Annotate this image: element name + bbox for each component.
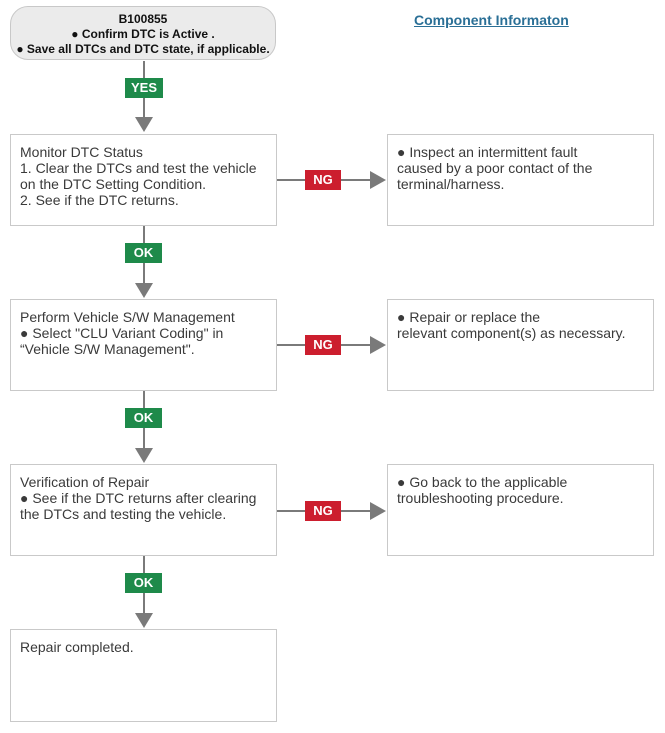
step3-text: Verification of Repair ● See if the DTC returns after clearing the DTCs and testing the vehicle. bbox=[20, 474, 257, 522]
save-dtcs-text: ● Save all DTCs and DTC state, if applicable. bbox=[16, 42, 270, 56]
step3-box bbox=[10, 464, 277, 556]
ok-badge: OK bbox=[125, 243, 162, 263]
dtc-code: B100855 bbox=[118, 12, 168, 26]
step2-ng-box bbox=[387, 299, 654, 391]
start-condition-box bbox=[10, 6, 276, 60]
step2-text: Perform Vehicle S/W Management ● Select "CLU Variant Coding" in “Vehicle S/W Management". bbox=[20, 309, 235, 357]
step2-box bbox=[10, 299, 277, 391]
step3-ng-text: ● Go back to the applicable troubleshooting procedure. bbox=[397, 474, 568, 506]
ng-badge: NG bbox=[305, 335, 341, 355]
arrow-down-icon bbox=[135, 613, 153, 628]
ok-badge: OK bbox=[125, 573, 162, 593]
step2-ng-text: ● Repair or replace the relevant component(s) as necessary. bbox=[397, 309, 626, 341]
arrow-down-icon bbox=[135, 448, 153, 463]
step1-box bbox=[10, 134, 277, 226]
arrow-right-icon bbox=[370, 336, 386, 354]
step1-ng-text: ● Inspect an intermittent fault caused by a poor contact of the terminal/harness. bbox=[397, 144, 593, 192]
arrow-right-icon bbox=[370, 171, 386, 189]
arrow-right-icon bbox=[370, 502, 386, 520]
arrow-down-icon bbox=[135, 283, 153, 298]
component-information-link[interactable]: Component Informaton bbox=[414, 12, 569, 28]
ok-badge: OK bbox=[125, 408, 162, 428]
confirm-active-text: ● Confirm DTC is Active . bbox=[71, 27, 215, 41]
repair-completed-box bbox=[10, 629, 277, 722]
ng-badge: NG bbox=[305, 170, 341, 190]
step3-ng-box bbox=[387, 464, 654, 556]
step1-text: Monitor DTC Status 1. Clear the DTCs and test the vehicle on the DTC Setting Condition. 2. See if the DTC returns. bbox=[20, 144, 257, 208]
step1-ng-box bbox=[387, 134, 654, 226]
yes-badge: YES bbox=[125, 78, 163, 98]
repair-completed-text: Repair completed. bbox=[20, 639, 134, 655]
arrow-down-icon bbox=[135, 117, 153, 132]
ng-badge: NG bbox=[305, 501, 341, 521]
